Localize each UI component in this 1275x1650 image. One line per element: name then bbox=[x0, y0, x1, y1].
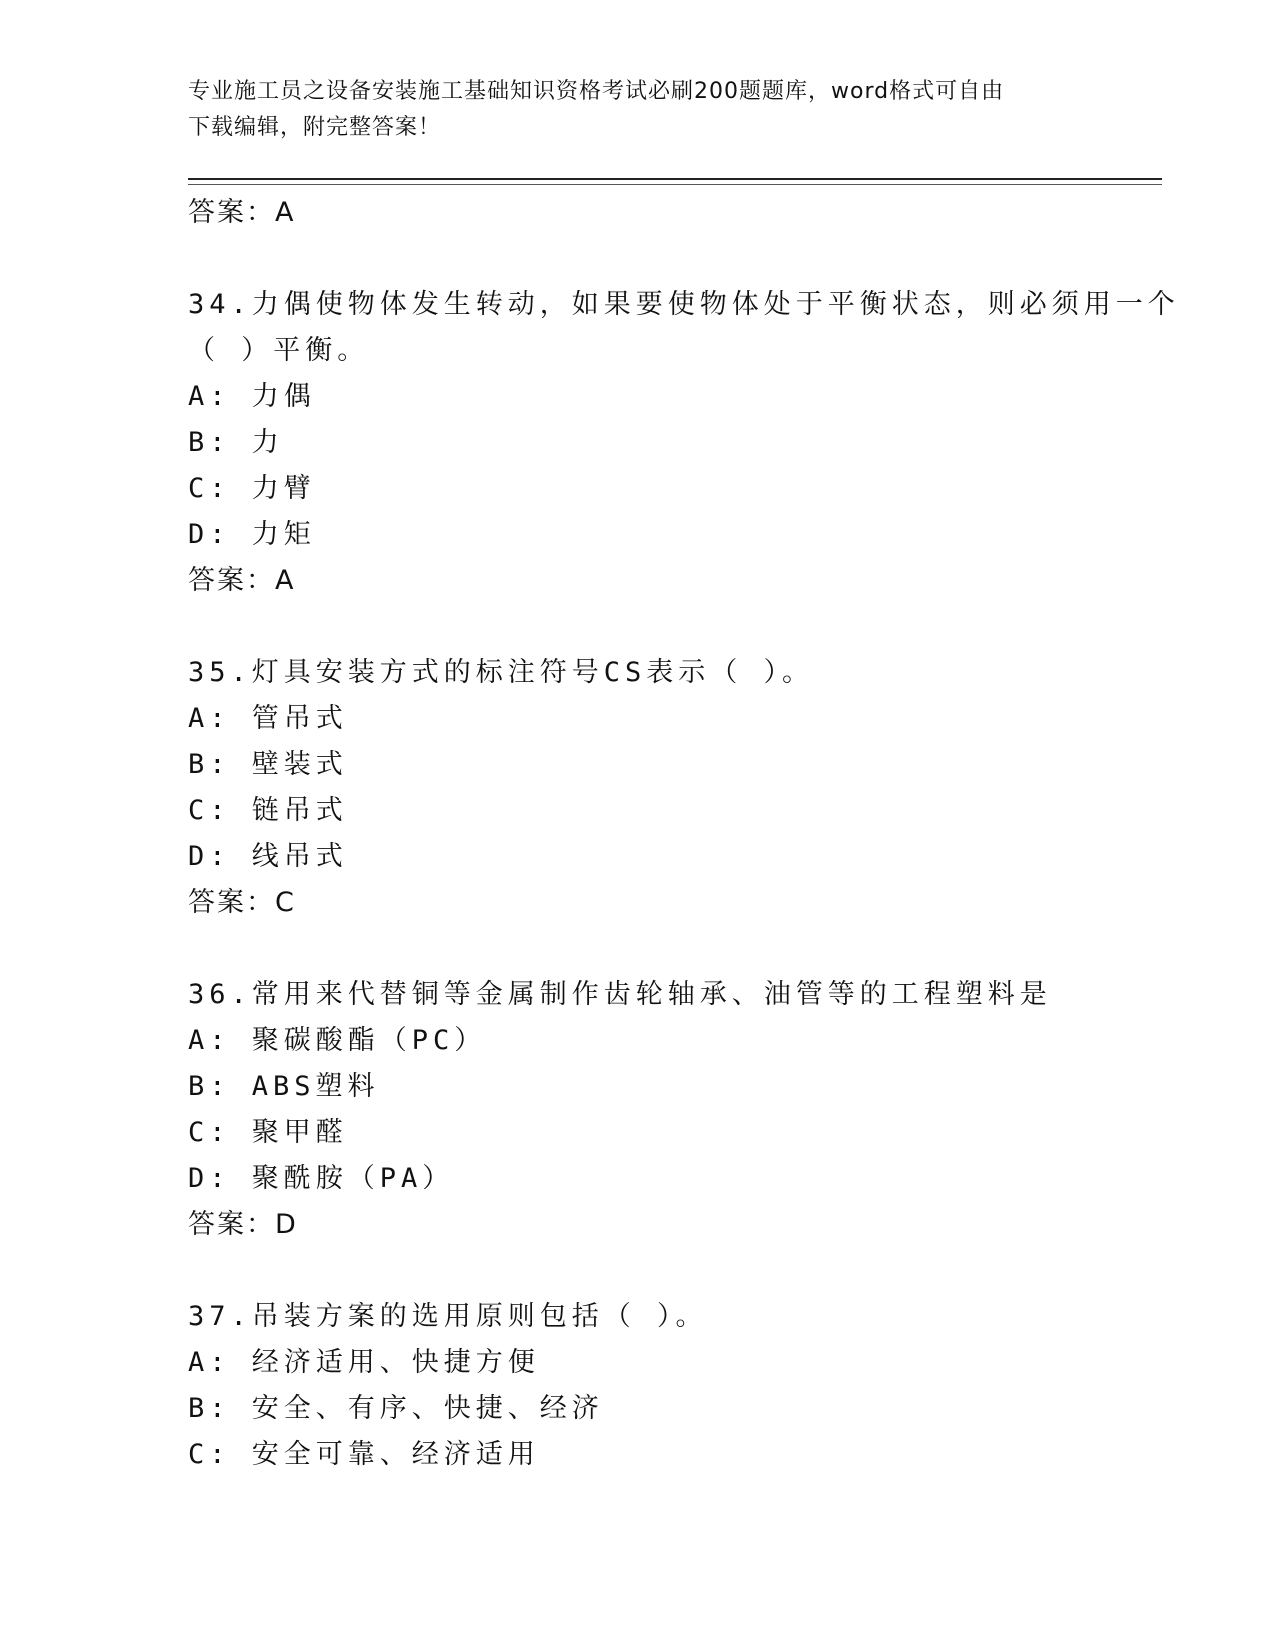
option-a: A: 经济适用、快捷方便 bbox=[188, 1347, 540, 1378]
question-35 bbox=[188, 650, 1148, 926]
question-answer: 答案：D bbox=[188, 1209, 298, 1240]
page-header bbox=[188, 74, 1088, 146]
option-d: D: 聚酰胺（PA） bbox=[188, 1163, 455, 1194]
previous-answer: 答案：A bbox=[188, 197, 296, 228]
header-divider-thick bbox=[188, 178, 1162, 180]
option-b: B: 安全、有序、快捷、经济 bbox=[188, 1393, 604, 1424]
header-line-1: 专业施工员之设备安装施工基础知识资格考试必刷200题题库，word格式可自由 bbox=[188, 79, 1005, 104]
option-c: C: 聚甲醛 bbox=[188, 1117, 348, 1148]
question-stem: 37.吊装方案的选用原则包括（ ）。 bbox=[188, 1301, 708, 1332]
option-c: C: 链吊式 bbox=[188, 795, 348, 826]
question-37 bbox=[188, 1294, 1148, 1478]
question-36 bbox=[188, 972, 1148, 1248]
question-answer: 答案：A bbox=[188, 565, 296, 596]
option-b: B: 力 bbox=[188, 427, 284, 458]
spacer bbox=[188, 604, 1148, 650]
option-a: A: 管吊式 bbox=[188, 703, 348, 734]
option-a: A: 力偶 bbox=[188, 381, 316, 412]
question-34 bbox=[188, 282, 1180, 604]
header-line-2: 下载编辑，附完整答案！ bbox=[188, 115, 442, 140]
option-c: C: 力臂 bbox=[188, 473, 316, 504]
option-d: D: 线吊式 bbox=[188, 841, 348, 872]
question-stem-continued: （ ）平衡。 bbox=[188, 335, 370, 366]
option-d: D: 力矩 bbox=[188, 519, 316, 550]
question-stem: 34.力偶使物体发生转动，如果要使物体处于平衡状态，则必须用一个 bbox=[188, 289, 1180, 320]
document-body bbox=[188, 190, 1180, 1478]
option-a: A: 聚碳酸酯（PC） bbox=[188, 1025, 487, 1056]
question-answer: 答案：C bbox=[188, 887, 296, 918]
header-divider-thin bbox=[188, 184, 1162, 185]
spacer bbox=[188, 1248, 1148, 1294]
spacer bbox=[188, 236, 1148, 282]
option-b: B: 壁装式 bbox=[188, 749, 348, 780]
spacer bbox=[188, 926, 1148, 972]
question-stem: 35.灯具安装方式的标注符号CS表示（ ）。 bbox=[188, 657, 815, 688]
option-c: C: 安全可靠、经济适用 bbox=[188, 1439, 540, 1470]
option-b: B: ABS塑料 bbox=[188, 1071, 380, 1102]
question-stem: 36.常用来代替铜等金属制作齿轮轴承、油管等的工程塑料是 bbox=[188, 979, 1052, 1010]
